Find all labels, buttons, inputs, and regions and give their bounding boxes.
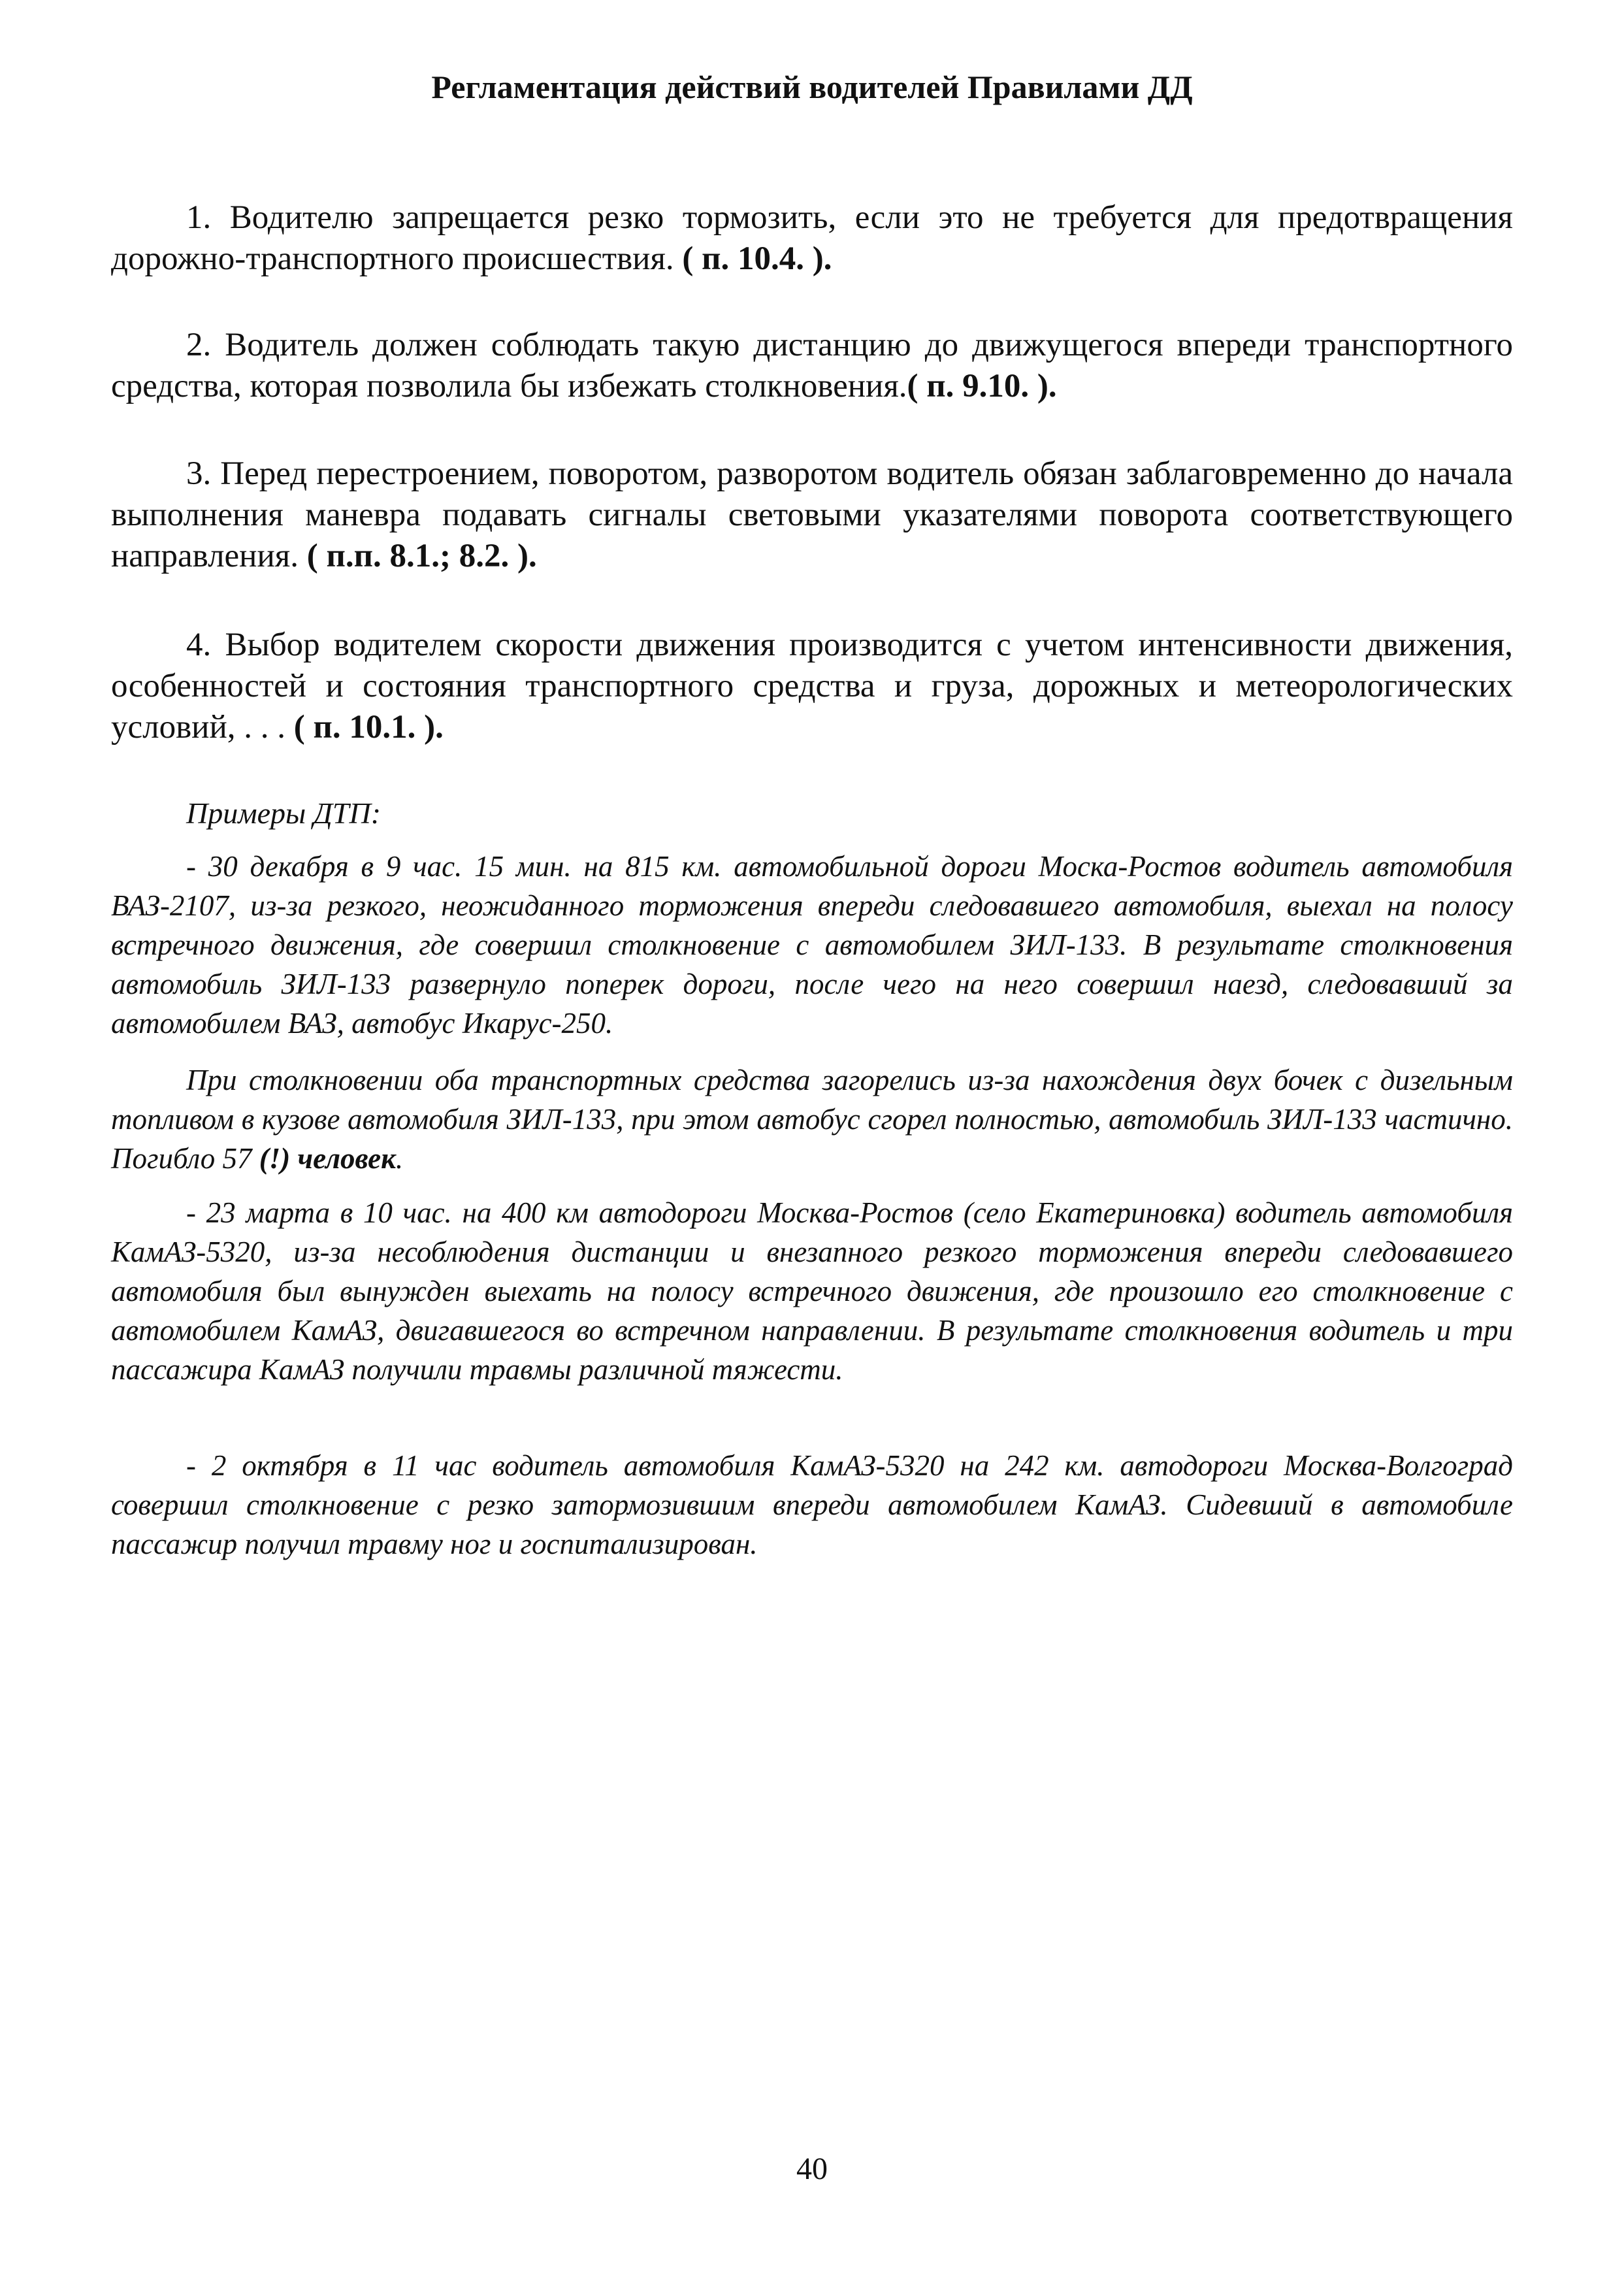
- example-text: При столкновении оба транспортных средства загорелись из-за нахождения двух бочек с дизельным топливом в кузове автомобиля ЗИЛ-133, при этом автобус сгорел полностью, автомобиль ЗИЛ-133 частично. Погибло 57: [111, 1064, 1513, 1175]
- examples-heading: Примеры ДТП:: [186, 796, 382, 830]
- accident-example-2: [111, 1060, 1513, 1178]
- rule-item-3: [111, 453, 1513, 577]
- accident-example-3: [111, 1193, 1513, 1389]
- rule-item-text: 4. Выбор водителем скорости движения производится с учетом интенсивности движения, особенностей и состояния транспортного средства и груза, дорожных и метеорологических условий, . . .: [111, 627, 1513, 746]
- page-number: 40: [796, 2152, 828, 2186]
- rule-item-text: 1. Водителю запрещается резко тормозить, если это не требуется для предотвращения дорожно-транспортного происшествия.: [111, 199, 1513, 277]
- rule-item-1: [111, 197, 1513, 280]
- example-text: - 30 декабря в 9 час. 15 мин. на 815 км. автомобильной дороги Моска-Ростов водитель автомобиля ВАЗ-2107, из-за резкого, неожиданного торможения впереди следовавшего автомобиля, выехал на полосу встречного движения, где совершил столкновение с автомобилем ЗИЛ-133. В результате столкновения автомобиль ЗИЛ-133 развернуло поперек дороги, после чего на него совершил наезд, следовавший за автомобилем ВАЗ, автобус Икарус-250.: [111, 850, 1513, 1040]
- rule-item-text: 2. Водитель должен соблюдать такую дистанцию до движущегося впереди транспортного средства, которая позволила бы избежать столкновения.: [111, 327, 1513, 404]
- example-text: - 23 марта в 10 час. на 400 км автодороги Москва-Ростов (село Екатериновка) водитель автомобиля КамАЗ-5320, из-за несоблюдения дистанции и внезапного резкого торможения впереди следовавшего автомобиля был вынужден выехать на полосу встречного движения, где произошло его столкновение с автомобилем КамАЗ, двигавшегося во встречном направлении. В результате столкновения водитель и три пассажира КамАЗ получили травмы различной тяжести.: [111, 1196, 1513, 1386]
- rule-reference: ( п.п. 8.1.; 8.2. ).: [306, 538, 537, 574]
- example-text: - 2 октября в 11 час водитель автомобиля КамАЗ-5320 на 242 км. автодороги Москва-Волгоград совершил столкновение с резко затормозившим впереди автомобилем КамАЗ. Сидевший в автомобиле пассажир получил травму ног и госпитализирован.: [111, 1449, 1513, 1560]
- page-title: Регламентация действий водителей Правилами ДД: [431, 69, 1193, 105]
- example-emphasis: (!) человек: [259, 1142, 396, 1175]
- rule-reference: ( п. 10.1. ).: [293, 709, 444, 746]
- rule-reference: ( п. 10.4. ).: [682, 240, 832, 277]
- rule-item-4: [111, 625, 1513, 748]
- rule-item-2: [111, 325, 1513, 407]
- example-tail: .: [395, 1142, 404, 1175]
- accident-example-1: [111, 847, 1513, 1043]
- accident-example-4: [111, 1446, 1513, 1564]
- rule-item-text: 3. Перед перестроением, поворотом, разворотом водитель обязан заблаговременно до начала выполнения маневра подавать сигналы световыми указателями поворота соответствующего направления.: [111, 455, 1513, 574]
- rule-reference: ( п. 9.10. ).: [907, 368, 1057, 404]
